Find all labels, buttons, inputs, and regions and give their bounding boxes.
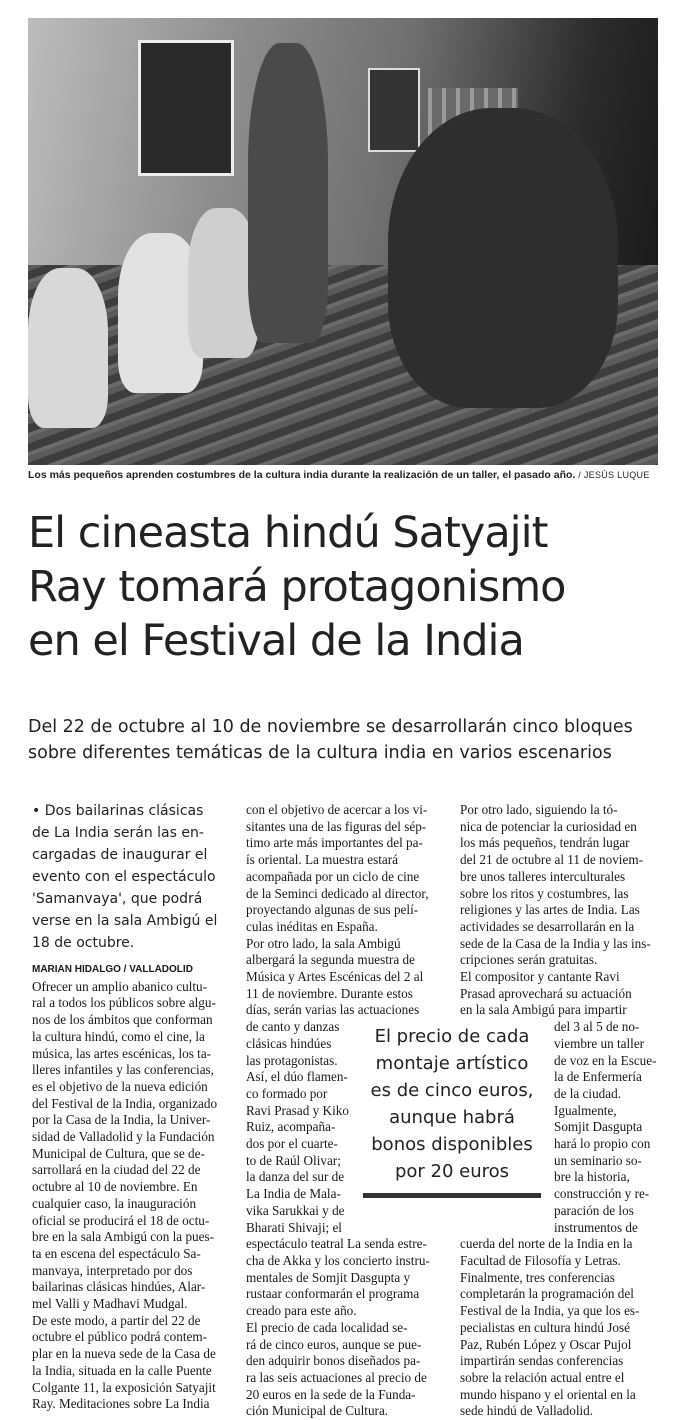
body-text-line: clásicas hindúes [246, 1035, 332, 1051]
body-text-line: octubre el público podrá contem- [32, 1329, 208, 1345]
photo-standing-woman [248, 43, 328, 343]
body-text-line: La India de Mala- [246, 1186, 341, 1202]
body-text-line: lleres infantiles y las conferencias, [32, 1062, 214, 1078]
body-text-line: sede de la Casa de la India y las ins- [460, 935, 651, 951]
lead-line: de La India serán las en- [32, 825, 204, 841]
photo-wall-painting [138, 40, 234, 176]
pull-quote-line: El precio de cada [374, 1026, 530, 1047]
body-text-line: acompañada por un ciclo de cine [246, 868, 420, 884]
body-text-line: Igualmente, [554, 1102, 617, 1118]
body-text-line: albergará la segunda muestra de [246, 952, 415, 968]
body-text-line: viembre un taller [554, 1035, 645, 1051]
body-text-line: vika Sarukkai y de [246, 1202, 345, 1218]
lead-line: evento con el espectáculo [32, 869, 216, 885]
body-text-line: Paz, Rubén López y Oscar Pujol [460, 1336, 632, 1352]
body-text-line: la danza del sur de [246, 1169, 345, 1185]
subheadline-line: sobre diferentes temáticas de la cultura india en varios escenarios [28, 743, 612, 763]
body-text-line: bre en la sala Ambigú con la pues- [32, 1229, 215, 1245]
body-text-line: por la Casa de la India, la Univer- [32, 1112, 211, 1128]
body-text-line: sede hindú de Valladolid. [460, 1403, 594, 1419]
body-text-line: de canto y danzas [246, 1019, 340, 1035]
photo-caption [28, 469, 668, 481]
body-text-line: rustaar conformarán el programa [246, 1286, 420, 1302]
body-text-line: Finalmente, tres conferencias [460, 1269, 615, 1285]
body-text-line: dos por el cuarte- [246, 1136, 338, 1152]
body-text-line: De este modo, a partir del 22 de [32, 1312, 201, 1328]
body-text-line: 20 euros en la sede de la Funda- [246, 1386, 416, 1402]
body-text-line: cripciones serán gratuitas. [460, 952, 598, 968]
pull-quote-line: aunque habrá [389, 1107, 515, 1128]
body-text-line: sobre los ritos y costumbres, las [460, 885, 629, 901]
lead-line: verse en la sala Ambigú el [32, 913, 218, 929]
body-text-line: Prasad aprovechará su actuación [460, 985, 632, 1001]
lead-line: • Dos bailarinas clásicas [32, 803, 204, 819]
body-text-line: El compositor y cantante Ravi [460, 969, 620, 985]
pull-quote-rule [363, 1193, 541, 1198]
body-text-line: proyectando algunas de sus pelí- [246, 902, 419, 918]
lead-line: 'Samanvaya', que podrá [32, 891, 203, 907]
body-text-line: ción Municipal de Cultura. [246, 1403, 389, 1419]
body-text-line: co formado por [246, 1085, 328, 1101]
lead-summary [32, 800, 242, 954]
pull-quote [363, 1023, 541, 1198]
body-text-line: del 21 de octubre al 11 de noviem- [460, 852, 643, 868]
body-text-line: Ray. Meditaciones sobre La India [32, 1396, 210, 1412]
body-column-1 [32, 962, 244, 1413]
article-photo [28, 18, 658, 465]
body-text-line: música, las artes escénicas, los ta- [32, 1045, 212, 1061]
body-text-line: cualquier caso, la inauguración [32, 1195, 197, 1211]
body-text-line: impartirán sendas conferencias [460, 1353, 624, 1369]
body-text-line: nica de potenciar la curiosidad en [460, 818, 637, 834]
body-text-line: Facultad de Filosofía y Letras. [460, 1252, 621, 1268]
body-text-line: oficial se producirá el 18 de octu- [32, 1212, 210, 1228]
body-text-line: actividades se desarrollarán en la [460, 918, 635, 934]
body-text-line: de la ciudad. [554, 1085, 622, 1101]
body-text-line: un seminario so- [554, 1152, 642, 1168]
headline-line: en el Festival de la India [28, 616, 524, 666]
body-text-line: nos de los ámbitos que conforman [32, 1012, 213, 1028]
body-text-line: mel Valli y Madhavi Mudgal. [32, 1296, 188, 1312]
body-text-line: 11 de noviembre. Durante estos [246, 985, 413, 1001]
body-text-line: es el objetivo de la nueva edición [32, 1078, 208, 1094]
body-text-line: bre unos talleres interculturales [460, 868, 626, 884]
caption-text: Los más pequeños aprenden costumbres de la cultura india durante la realización de un taller, el pasado año. [28, 469, 576, 481]
body-text-line: religiones y las artes de India. Las [460, 902, 640, 918]
body-text-line: Así, el dúo flamen- [246, 1069, 348, 1085]
body-text-line: creado para este año. [246, 1303, 357, 1319]
body-text-line: días, serán varias las actuaciones [246, 1002, 420, 1018]
body-text-line: manvaya, interpretado por dos [32, 1262, 193, 1278]
body-text-line: de voz en la Escue- [554, 1052, 657, 1068]
body-text-line: ís oriental. La muestra estará [246, 852, 398, 868]
body-text-line: rá de cinco euros, aunque se pue- [246, 1336, 422, 1352]
body-text-line: sidad de Valladolid y la Fundación [32, 1129, 215, 1145]
body-text-line: espectáculo teatral La senda estre- [246, 1236, 427, 1252]
body-text-line: ral a todos los públicos sobre algu- [32, 995, 216, 1011]
body-text-line: ta en escena del espectáculo Sa- [32, 1245, 201, 1261]
body-text-line: Música y Artes Escénicas del 2 al [246, 969, 424, 985]
body-text-line: bre la historia, [554, 1169, 630, 1185]
body-text-line: completarán la programación del [460, 1286, 634, 1302]
subheadline [28, 714, 668, 766]
body-text-line: en la sala Ambigú para impartir [460, 1002, 627, 1018]
body-text-line: instrumentos de [554, 1219, 638, 1235]
body-text-line: Ofrecer un amplio abanico cultu- [32, 978, 208, 994]
pull-quote-line: es de cinco euros, [370, 1080, 534, 1101]
body-text-line: cuerda del norte de la India en la [460, 1236, 633, 1252]
body-text-line: construcción y re- [554, 1186, 650, 1202]
body-text-line: mentales de Somjit Dasgupta y [246, 1269, 411, 1285]
body-text-line: culas inéditas en España. [246, 918, 378, 934]
body-text-line: mundo hispano y el oriental en la [460, 1386, 636, 1402]
subheadline-line: Del 22 de octubre al 10 de noviembre se desarrollarán cinco bloques [28, 717, 633, 737]
photo-wall-frame [368, 68, 420, 152]
body-text-line: los más pequeños, tendrán lugar [460, 835, 630, 851]
body-text-line: sitantes una de las figuras del sép- [246, 818, 427, 834]
body-text-line: to de Raúl Olivar; [246, 1152, 341, 1168]
body-text-line: Colgante 11, la exposición Satyajit [32, 1379, 216, 1395]
body-text-line: del 3 al 5 de no- [554, 1019, 640, 1035]
body-text-line: Ruiz, acompaña- [246, 1119, 336, 1135]
headline-line: El cineasta hindú Satyajit [28, 508, 548, 558]
body-text-line: cha de Akka y los concierto instru- [246, 1252, 430, 1268]
body-text-line: paración de los [554, 1202, 634, 1218]
body-text-line: pecialistas en cultura hindú José [460, 1319, 630, 1335]
body-text-line: del Festival de la India, organizado [32, 1095, 218, 1111]
body-text-line: las protagonistas. [246, 1052, 338, 1068]
lead-line: cargadas de inaugurar el [32, 847, 208, 863]
body-text-line: timo arte más importantes del pa- [246, 835, 423, 851]
lead-line: 18 de octubre. [32, 935, 135, 951]
body-text-line: den adquirir bonos diseñados pa- [246, 1353, 421, 1369]
byline: MARIAN HIDALGO / VALLADOLID [32, 964, 193, 975]
body-text-line: hará lo propio con [554, 1136, 651, 1152]
photo-child-1 [28, 268, 108, 428]
body-text-line: Somjit Dasgupta [554, 1119, 643, 1135]
body-text-line: con el objetivo de acercar a los vi- [246, 802, 428, 817]
headline-line: Ray tomará protagonismo [28, 562, 566, 612]
body-text-line: Por otro lado, la sala Ambigú [246, 935, 401, 951]
pull-quote-line: montaje artístico [375, 1053, 529, 1074]
body-text-line: sobre la relación actual entre el [460, 1369, 625, 1385]
body-text-line: bailarinas clásicas hindúes, Alar- [32, 1279, 206, 1295]
photo-dancer [388, 108, 618, 408]
body-text-line: la cultura hindú, como el cine, la [32, 1028, 205, 1044]
body-text-line: la de Enfermería [554, 1069, 642, 1085]
body-text-line: El precio de cada localidad se- [246, 1319, 408, 1335]
body-text-line: octubre al 10 de noviembre. En [32, 1179, 198, 1195]
body-text-line: ra las seis actuaciones al precio de [246, 1369, 427, 1385]
pull-quote-line: por 20 euros [394, 1161, 510, 1182]
body-text-line: Ravi Prasad y Kiko [246, 1102, 349, 1118]
photo-credit: / JESÚS LUQUE [578, 470, 650, 480]
body-text-line: Por otro lado, siguiendo la tó- [460, 802, 618, 817]
headline [28, 506, 668, 668]
body-text-line: Municipal de Cultura, que se de- [32, 1145, 205, 1161]
pull-quote-line: bonos disponibles [371, 1134, 533, 1155]
body-text-line: Bharati Shivaji; el [246, 1219, 342, 1235]
body-text-line: de la Seminci dedicado al director, [246, 885, 429, 901]
body-text-line: la India, situada en la calle Puente [32, 1362, 212, 1378]
body-text-line: plar en la nueva sede de la Casa de [32, 1346, 216, 1362]
body-text-line: Festival de la India, ya que los es- [460, 1303, 640, 1319]
body-text-line: sarrollará en la ciudad del 22 de [32, 1162, 201, 1178]
